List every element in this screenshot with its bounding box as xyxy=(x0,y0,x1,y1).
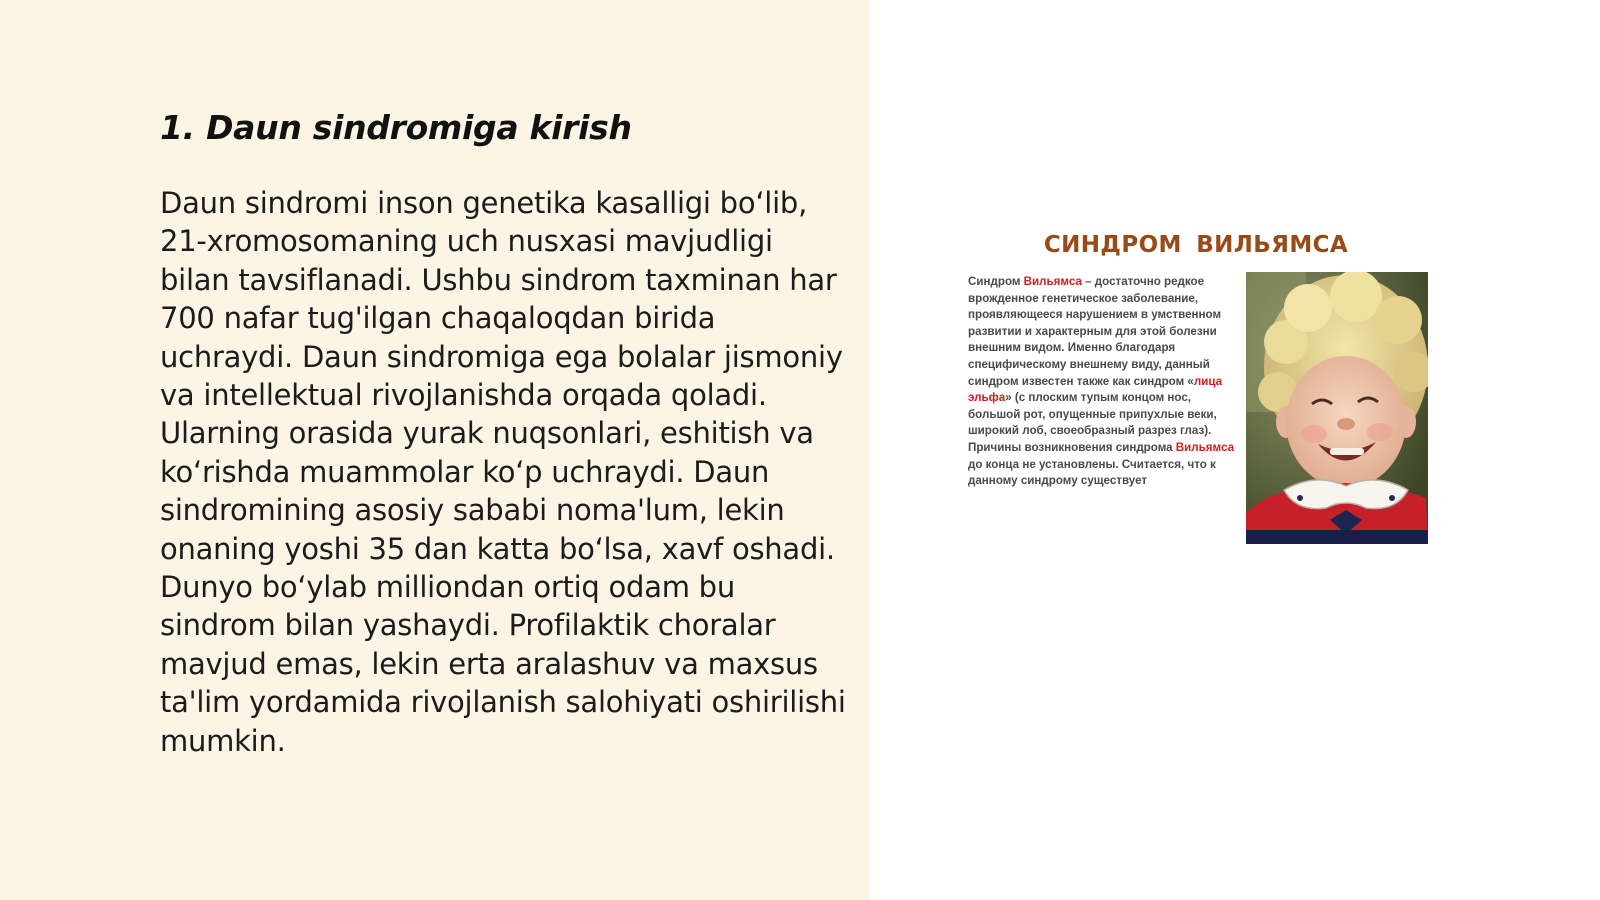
child-photo xyxy=(1246,272,1428,544)
image-text-highlight: лица эльфа xyxy=(968,374,1223,405)
image-description xyxy=(968,274,1240,490)
image-title: СИНДРОМ ВИЛЬЯМСА xyxy=(1043,232,1349,258)
image-text-segment: до конца не установлены. Считается, что к данному синдрому существует xyxy=(968,457,1216,488)
image-text-highlight: Вильямса xyxy=(1175,440,1235,454)
image-text-segment: – достаточно редкое врожденное генетическое заболевание, проявляющееся нарушением в умственном развитии и характерным для этой болезни внешним видом. Именно благодаря специфическому внешнему виду, данный синдром известен также как синдром « xyxy=(968,275,1222,388)
williams-syndrome-image xyxy=(958,222,1434,548)
slide-heading: 1. Daun sindromiga kirish xyxy=(160,108,632,147)
image-text-segment: » (с плоским тупым концом нос, большой рот, опущенные припухлые веки, широкий лоб, своеобразный разрез глаз). Причины возникновения синдрома xyxy=(968,391,1217,454)
slide-body-text: Daun sindromi inson genetika kasalligi bo‘lib, 21-xromosomaning uch nusxasi mavjudligi bilan tavsiflanadi. Ushbu sindrom taxminan har 700 nafar tug'ilgan chaqaloqdan birida uchraydi. Daun sindromiga ega bolalar jismoniy va intellektual rivojlanishda orqada qoladi. Ularning orasida yurak nuqsonlari, eshitish va ko‘rishda muammolar ko‘p uchraydi. Daun sindromining asosiy sababi noma'lum, lekin onaning yoshi 35 dan katta bo‘lsa, xavf oshadi. Dunyo bo‘ylab milliondan ortiq odam bu sindrom bilan yashaydi. Profilaktik choralar mavjud emas, lekin erta aralashuv va maxsus ta'lim yordamida rivojlanish salohiyati oshirilishi mumkin. xyxy=(160,186,846,758)
image-text-segment: Синдром xyxy=(968,275,1024,288)
child-portrait-illustration xyxy=(1246,272,1428,544)
image-text-highlight: Вильямса xyxy=(1023,275,1082,288)
